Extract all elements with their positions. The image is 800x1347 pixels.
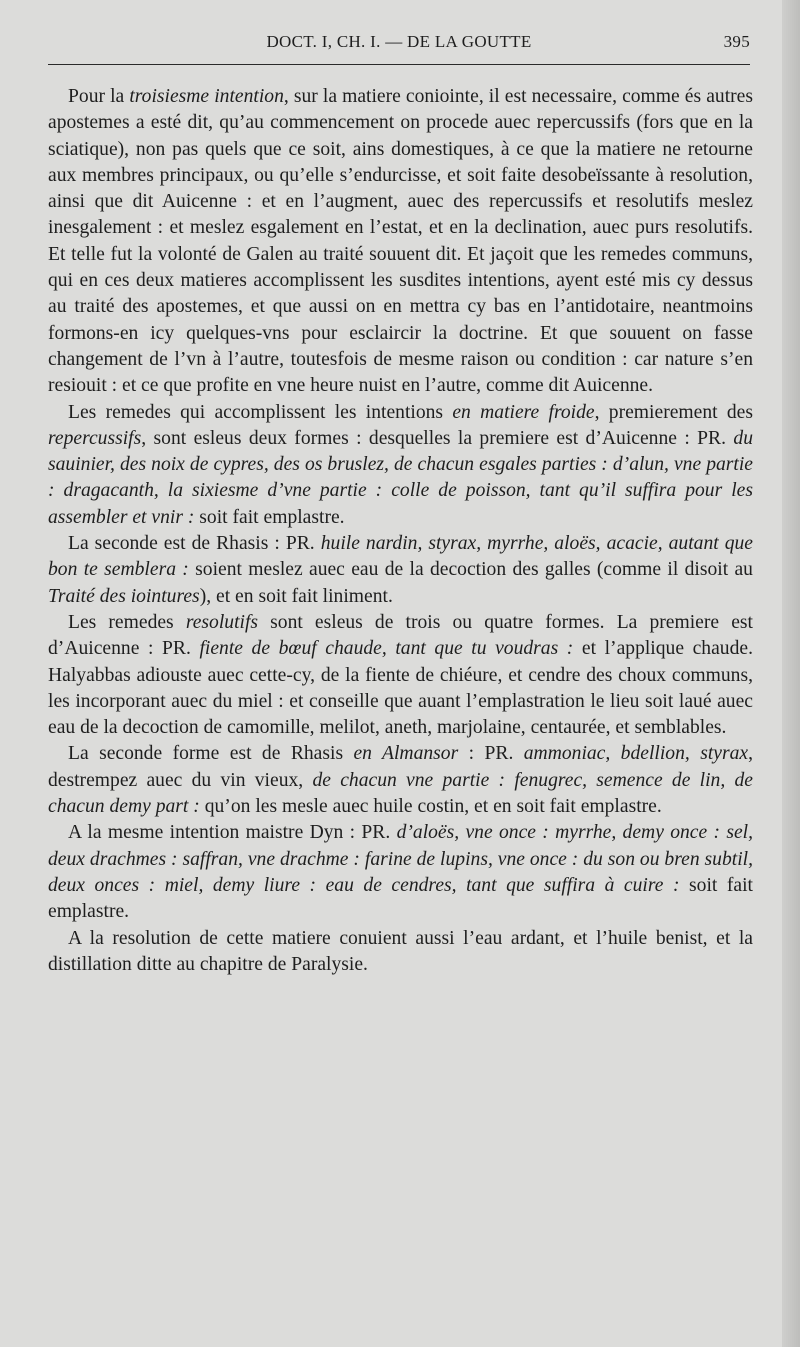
italic-run: du sauinier, des noix de cypres, des os bruslez, de chacun esgales parties : d’alun, vne partie : dragacanth, la sixiesme d’vne partie : colle de poisson, tant qu’il suffira pour les assembler et vnir :	[48, 427, 753, 528]
text-run: La seconde est de Rhasis : PR.	[68, 533, 321, 555]
text-run: ), et en soit fait liniment.	[199, 585, 393, 607]
text-run: La seconde forme est de Rhasis	[68, 743, 354, 765]
running-title: DOCT. I, CH. I. — DE LA GOUTTE	[266, 32, 532, 51]
text-run: Les remedes qui accomplissent les intentions	[68, 401, 453, 423]
body-text	[48, 84, 753, 978]
italic-run: Traité des iointures	[48, 585, 200, 607]
text-run: , sont esleus deux formes : desquelles la premiere est d’Auicenne : PR.	[141, 427, 734, 449]
text-run: , sur la matiere coniointe, il est necessaire, comme és autres apostemes a esté dit, qu’au commencement on procede auec repercussifs (fors que en la sciatique), non pas quels que ce soit, ains domestiques, à ce que la matiere ne retourne aux membres principaux, ou qu’elle s’endurcisse, et soit faite desobeïssante à resolution, ainsi que dit Auicenne : et en l’augment, auec des repercussifs et resolutifs meslez inesgalement : et meslez esgalement en l’estat, et en la declination, auec purs resolutifs. Et telle fut la volonté de Galen au traité souuent dit. Et jaçoit que les remedes communs, qui en ces deux matieres accomplissent les susdites intentions, ayent esté mis cy dessus au traité des apostemes, et que aussi on en mettra cy bas en l’antidotaire, neantmoins formons-en icy quelques-vns pour esclaircir la doctrine. Et que souuent on fasse changement de l’vn à l’autre, toutesfois de mesme raison ou condition : car nature s’en resiouit : et ce que profite en vne heure nuist en l’autre, comme dit Auicenne.	[48, 86, 753, 397]
text-run: sont esleus de trois ou quatre formes. La premiere est d’Auicenne : PR.	[48, 611, 753, 660]
text-run: soient meslez auec eau de la decoction des galles (comme il disoit au	[188, 559, 753, 581]
paragraph	[48, 531, 753, 610]
text-run: , premierement des	[594, 401, 753, 423]
paragraph	[48, 84, 753, 400]
italic-run: d’aloës, vne once : myrrhe, demy once : sel, deux drachmes : saffran, vne drachme : farine de lupins, vne once : du son ou bren subtil, deux onces : miel, demy liure : eau de cendres, tant que suffira à cuire :	[48, 822, 753, 896]
header-rule	[48, 64, 750, 65]
text-run: soit fait emplastre.	[194, 506, 345, 528]
italic-run: huile nardin, styrax, myrrhe, aloës, acacie, autant que bon te semblera :	[48, 533, 753, 581]
paragraph	[48, 926, 753, 979]
text-run: A la resolution de cette matiere conuient aussi l’eau ardant, et l’huile benist, et la distillation ditte au chapitre de Paralysie.	[48, 927, 753, 975]
paragraph	[48, 820, 753, 925]
text-run: Pour la	[68, 86, 130, 107]
italic-run: ammoniac, bdellion, styrax	[523, 743, 749, 765]
italic-run: en Almansor	[353, 743, 459, 765]
running-header	[48, 30, 750, 58]
italic-run: troisiesme intention	[129, 86, 284, 107]
paragraph	[48, 741, 753, 820]
text-run: qu’on les mesle auec huile costin, et en soit fait emplastre.	[199, 796, 662, 818]
italic-run: resolutifs	[185, 611, 259, 633]
italic-run: fiente de bœuf chaude, tant que tu voudras :	[199, 638, 574, 660]
italic-run: repercussifs	[48, 427, 142, 449]
page-number: 395	[723, 32, 750, 51]
page-edge	[782, 0, 800, 1347]
text-run: , destrempez auec du vin vieux,	[48, 743, 753, 791]
paragraph	[48, 400, 753, 531]
text-run: A la mesme intention maistre Dyn : PR.	[68, 822, 397, 844]
italic-run: de chacun vne partie : fenugrec, semence de lin, de chacun demy part :	[48, 769, 754, 818]
text-run: : PR.	[458, 743, 524, 765]
paragraph	[48, 610, 753, 741]
text-run: Les remedes	[68, 611, 186, 633]
text-run: soit fait emplastre.	[48, 874, 753, 923]
italic-run: en matiere froide	[452, 401, 595, 423]
text-run: et l’applique chaude. Halyabbas adiouste auec cette-cy, de la fiente de chiéure, et cendre des choux communs, les incorporant auec du miel : et conseille que auant l’emplastration le lieu soit laué auec eau de la decoction de camomille, melilot, aneth, marjolaine, centaurée, et semblables.	[48, 638, 753, 739]
